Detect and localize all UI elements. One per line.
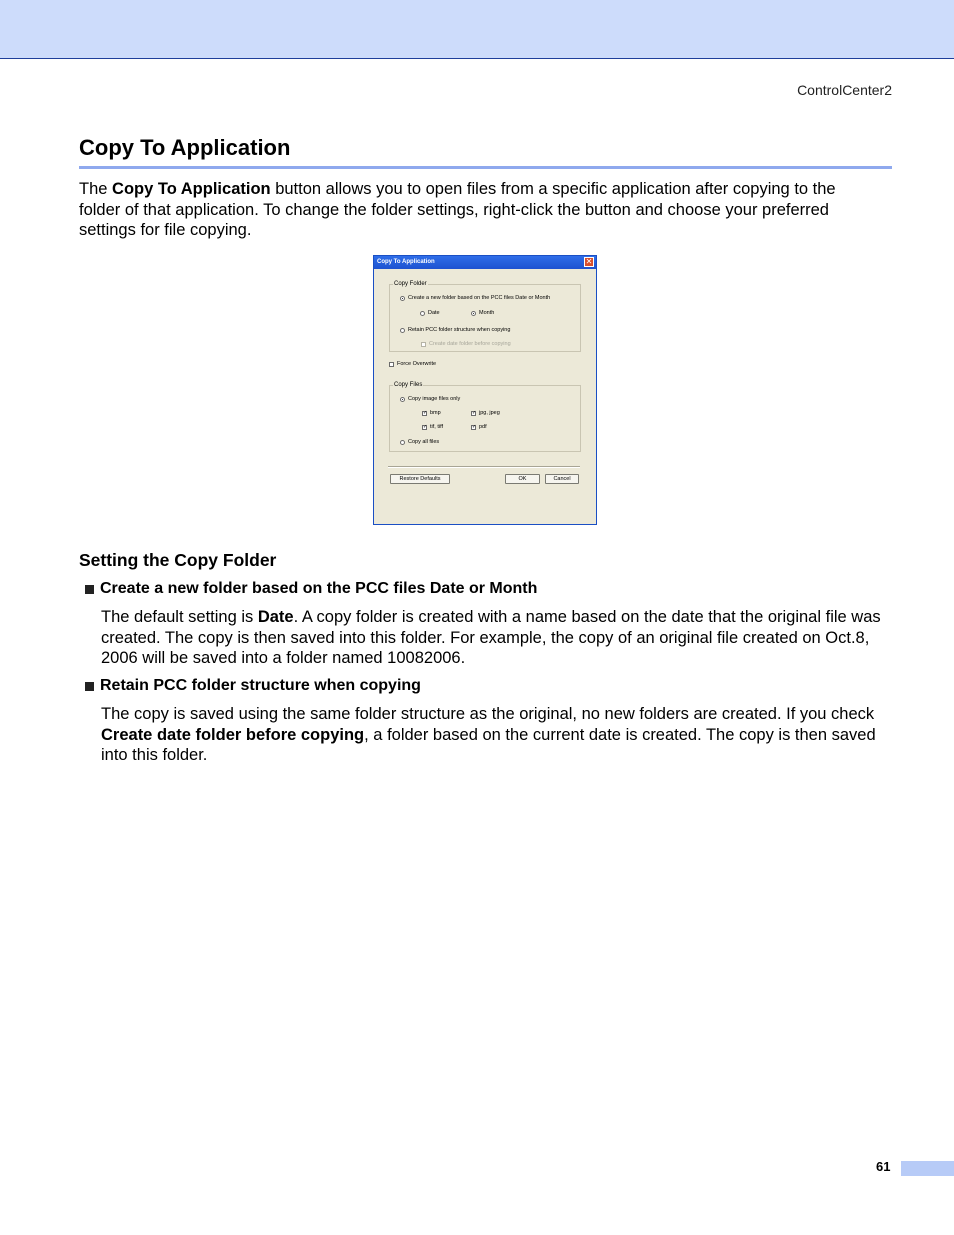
checkbox-jpg-label: jpg, jpeg bbox=[479, 410, 500, 416]
ok-button[interactable]: OK bbox=[505, 474, 540, 484]
dialog-separator bbox=[388, 466, 580, 468]
checkbox-indicator[interactable] bbox=[389, 362, 394, 367]
close-icon[interactable]: ✕ bbox=[585, 257, 593, 266]
restore-defaults-button[interactable]: Restore Defaults bbox=[390, 474, 450, 484]
checkbox-indicator[interactable]: ✓ bbox=[472, 409, 477, 416]
intro-bold: Copy To Application bbox=[112, 180, 271, 198]
bullet-square-icon bbox=[85, 682, 94, 691]
radio-indicator[interactable] bbox=[420, 311, 425, 316]
item1-paragraph bbox=[101, 607, 896, 669]
radio-indicator[interactable] bbox=[400, 296, 405, 301]
text-run: , a folder based on the current date is created. The copy is then saved into this folder. bbox=[101, 725, 876, 764]
checkbox-jpg[interactable] bbox=[471, 410, 500, 416]
checkbox-indicator[interactable]: ✓ bbox=[423, 409, 428, 416]
checkbox-indicator[interactable]: ✓ bbox=[423, 423, 428, 430]
radio-new-folder[interactable] bbox=[400, 295, 550, 301]
checkbox-tif[interactable] bbox=[422, 424, 443, 430]
text-run: . A copy folder is created with a name based on the date that the original file was created. The copy is then saved into this folder. For example, the copy of an original file created on Oct.8, 2006 will be saved into a folder named 10082006. bbox=[101, 608, 881, 667]
radio-indicator[interactable] bbox=[400, 328, 405, 333]
bold-run: Create date folder before copying bbox=[101, 725, 365, 744]
bullet-heading: Create a new folder based on the PCC files Date or Month bbox=[100, 580, 538, 597]
radio-month-label: Month bbox=[479, 310, 495, 316]
page-tab-marker bbox=[901, 1161, 954, 1176]
checkbox-pdf[interactable] bbox=[471, 424, 487, 430]
copy-to-application-dialog bbox=[373, 255, 597, 525]
copy-folder-label: Copy Folder bbox=[394, 281, 427, 287]
checkbox-create-date-folder[interactable] bbox=[421, 341, 511, 347]
page-number: 61 bbox=[876, 1159, 891, 1174]
radio-date[interactable] bbox=[420, 310, 440, 316]
text-run: The copy is saved using the same folder structure as the original, no new folders are created. If you check bbox=[101, 705, 875, 723]
intro-prefix: The bbox=[79, 180, 113, 198]
intro-rest: button allows you to open files from a specific application after copying to the folder of that application. To change the folder settings, right-click the button and choose your preferred settings for file copying. bbox=[79, 180, 836, 239]
top-color-band bbox=[0, 0, 954, 59]
radio-indicator[interactable] bbox=[400, 440, 405, 445]
checkbox-indicator[interactable] bbox=[421, 342, 426, 347]
radio-new-folder-label: Create a new folder based on the PCC files Date or Month bbox=[408, 295, 551, 301]
force-overwrite-label: Force Overwrite bbox=[397, 361, 437, 367]
checkbox-tif-label: tif, tiff bbox=[430, 424, 444, 430]
checkbox-bmp[interactable] bbox=[422, 410, 441, 416]
dialog-titlebar bbox=[374, 256, 596, 269]
bullet-item-new-folder bbox=[85, 580, 537, 598]
subsection-title: Setting the Copy Folder bbox=[79, 550, 277, 570]
radio-image-only[interactable] bbox=[400, 396, 460, 402]
text-run: The default setting is bbox=[101, 608, 258, 626]
cancel-button[interactable]: Cancel bbox=[545, 474, 579, 484]
radio-retain-label: Retain PCC folder structure when copying bbox=[408, 327, 511, 333]
item2-paragraph bbox=[101, 704, 896, 766]
radio-image-only-label: Copy image files only bbox=[408, 396, 461, 402]
bullet-square-icon bbox=[85, 585, 94, 594]
dialog-title: Copy To Application bbox=[377, 259, 435, 265]
title-rule bbox=[79, 166, 892, 169]
radio-copy-all[interactable] bbox=[400, 439, 439, 445]
radio-indicator[interactable] bbox=[471, 311, 476, 316]
bullet-item-retain-structure bbox=[85, 677, 421, 695]
checkbox-indicator[interactable]: ✓ bbox=[472, 423, 477, 430]
checkbox-create-date-folder-label: Create date folder before copying bbox=[429, 341, 511, 347]
copy-files-label: Copy Files bbox=[394, 382, 423, 388]
radio-retain-structure[interactable] bbox=[400, 327, 510, 333]
radio-indicator[interactable] bbox=[400, 397, 405, 402]
intro-paragraph bbox=[79, 179, 879, 241]
bold-run: Date bbox=[257, 608, 294, 626]
checkbox-pdf-label: pdf bbox=[479, 424, 487, 430]
radio-month[interactable] bbox=[471, 310, 494, 316]
radio-date-label: Date bbox=[428, 310, 440, 316]
section-title: Copy To Application bbox=[79, 135, 291, 160]
radio-copy-all-label: Copy all files bbox=[408, 439, 440, 445]
checkbox-bmp-label: bmp bbox=[430, 410, 441, 416]
bullet-heading: Retain PCC folder structure when copying bbox=[100, 677, 421, 694]
running-header: ControlCenter2 bbox=[797, 82, 892, 98]
checkbox-force-overwrite[interactable] bbox=[389, 361, 436, 367]
